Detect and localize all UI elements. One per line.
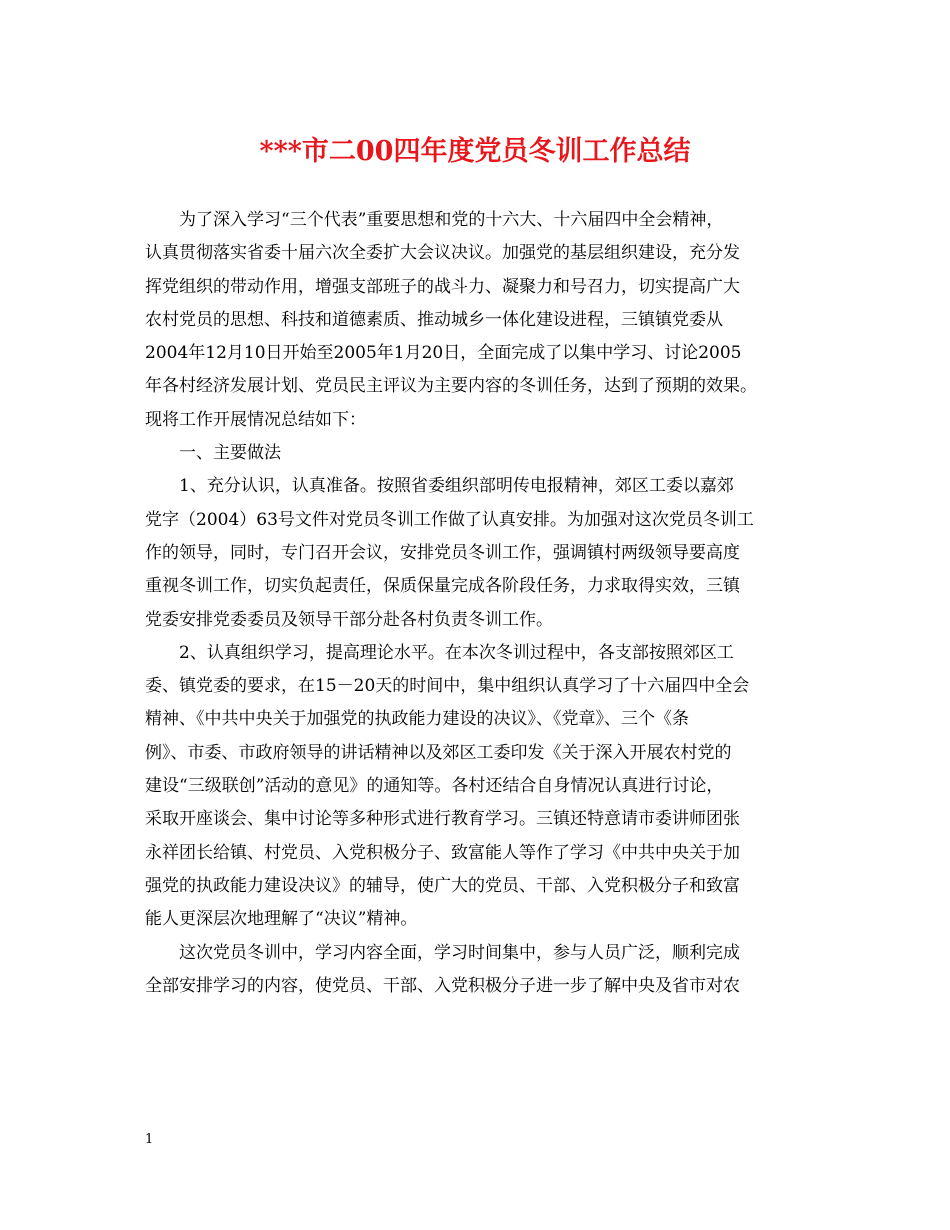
- text-line: 强党的执政能力建设决议》的辅导，使广大的党员、干部、入党积极分子和致富: [145, 875, 740, 896]
- text-line: 年各村经济发展计划、党员民主评议为主要内容的冬训任务，达到了预期的效果。: [145, 376, 757, 397]
- text-line: 永祥团长给镇、村党员、入党积极分子、致富能人等作了学习《中共中央关于加: [145, 842, 740, 863]
- section-heading-main-practices: [145, 437, 805, 470]
- text-line: 为了深入学习“三个代表”重要思想和党的十六大、十六届四中全会精神，: [179, 210, 724, 230]
- text-line: 认真贯彻落实省委十届六次全委扩大会议决议。加强党的基层组织建设，充分发: [145, 243, 740, 264]
- paragraph-study: [145, 637, 805, 937]
- text-line: 委、镇党委的要求，在15－20天的时间中，集中组织认真学习了十六届四中全会: [145, 676, 750, 697]
- text-line: 精神、《中共中央关于加强党的执政能力建设的决议》、《党章》、三个《条: [145, 709, 689, 730]
- paragraph-intro: [145, 204, 805, 437]
- paragraph-preparation: [145, 470, 805, 636]
- text-line: 这次党员冬训中，学习内容全面，学习时间集中，参与人员广泛，顺利完成: [179, 942, 740, 963]
- text-line: 一、主要做法: [179, 443, 281, 464]
- text-line: 能人更深层次地理解了“决议”精神。: [145, 909, 418, 930]
- document-title: ***市二00四年度党员冬训工作总结: [259, 136, 691, 167]
- text-line: 2004年12月10日开始至2005年1月20日，全面完成了以集中学习、讨论2005: [145, 343, 742, 364]
- text-line: 挥党组织的带动作用，增强支部班子的战斗力、凝聚力和号召力，切实提高广大: [145, 276, 740, 297]
- document-body: [145, 204, 805, 1003]
- text-line: 采取开座谈会、集中讨论等多种形式进行教育学习。三镇还特意请市委讲师团张: [145, 809, 740, 830]
- text-line: 现将工作开展情况总结如下：: [145, 409, 366, 430]
- text-line: 例》、市委、市政府领导的讲话精神以及郊区工委印发《关于深入开展农村党的: [145, 742, 732, 763]
- text-line: 农村党员的思想、科技和道德素质、推动城乡一体化建设进程，三镇镇党委从: [145, 309, 723, 330]
- text-line: 重视冬训工作，切实负起责任，保质保量完成各阶段任务，力求取得实效，三镇: [145, 576, 740, 597]
- page-number: 1: [145, 1132, 154, 1147]
- text-line: 作的领导，同时，专门召开会议，安排党员冬训工作，强调镇村两级领导要高度: [145, 542, 740, 563]
- text-line: 1、充分认识，认真准备。按照省委组织部明传电报精神，郊区工委以嘉郊: [179, 476, 734, 497]
- text-line: 全部安排学习的内容，使党员、干部、入党积极分子进一步了解中央及省市对农: [145, 975, 740, 996]
- text-line: 建设“三级联创”活动的意见》的通知等。各村还结合自身情况认真进行讨论，: [145, 776, 724, 797]
- text-line: 2、认真组织学习，提高理论水平。在本次冬训过程中，各支部按照郊区工: [179, 642, 734, 663]
- text-line: 党委安排党委委员及领导干部分赴各村负责冬训工作。: [145, 609, 553, 630]
- paragraph-summary: [145, 937, 805, 1004]
- text-line: 党字（2004）63号文件对党员冬训工作做了认真安排。为加强对这次党员冬训工: [145, 509, 754, 530]
